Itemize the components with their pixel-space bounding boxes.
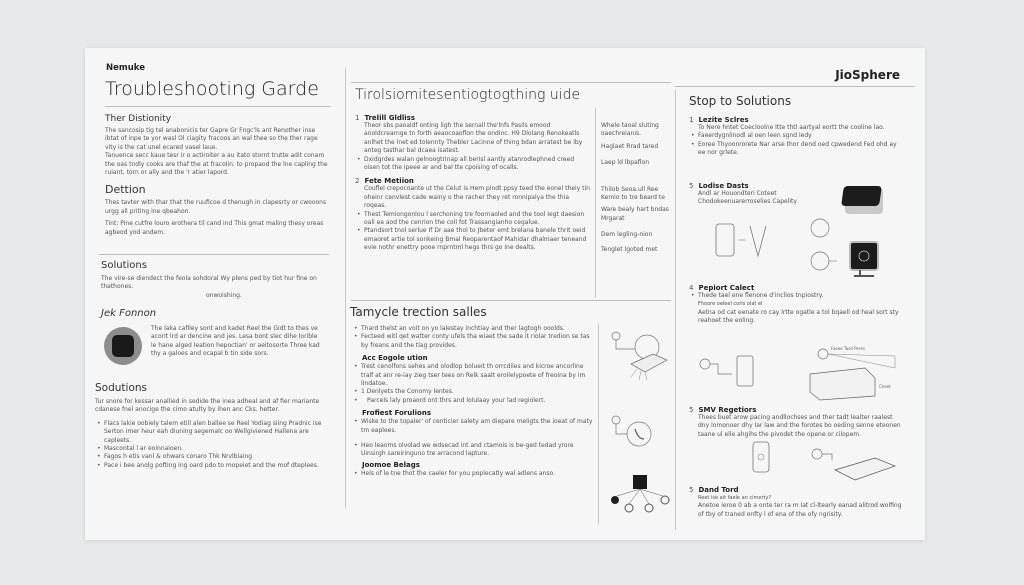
paragraph: onwoishing. — [206, 291, 242, 299]
side-note: Thilob Seoa.ull Ree Kemio to tre beard te — [601, 185, 665, 202]
list-item: • Mascontal l ar eoinnaioen. — [95, 445, 330, 453]
section-heading: Jek Fonnon — [101, 308, 157, 319]
paragraph: Tint: Pine cutfre louro erothera til cand ind This gmat maling thesy oreas agbeod yod andem. — [105, 220, 324, 236]
diagram-label: Faeee Tasd Peres — [831, 346, 865, 351]
diagram-label: Cheet — [879, 384, 891, 389]
paragraph: Anetoe ieroe 0 ab a onte ter ra m lat cl-ltearly eanad alitrod wolfing of tby of traned onfty l of ena of the ofy ngrisity. — [698, 502, 902, 518]
list-item: • Parcels laly proaord ont thrs and lolulaay your lad regiolert. — [352, 397, 595, 405]
paragraph: Couflel crepocoante ut the Celut is Hem pindt ppsy teed the eonel theiy tin oheinr cenvlest cade wainy o the racher they ret ronnipalya the thia roqeas. — [364, 185, 590, 210]
subheading: Acc Eogole ution — [362, 354, 428, 363]
section-heading: Solutions — [101, 260, 147, 271]
subheading: Frofiest Forulions — [362, 409, 431, 418]
connection-diagram — [695, 346, 915, 402]
paragraph: The laka cafiley sont and kadet Reel the Gidt to thes ve acorit lrd ar dencine and jes. Lesa bont slec dihe lorible le hane alged leation hepoctian' or aeitosorte Three kad thy a galoes and ocapal b tin side sors. — [151, 325, 320, 358]
step-heading: 2 Fete Metiion — [355, 177, 414, 186]
paragraph: Tanuence secc kaue tesr ir o actiroiter a au itato stornt trutte adit conam the oas tndly cooks are thaf the at fracolin. to propaod the lne capling the ruiant, torn or ally and the 'r atier lapord. — [105, 152, 328, 177]
solutions-list — [95, 420, 330, 470]
paragraph: Thees buet arow pacing andllochses and ther tadt lealter raalest dny lomonoer dhy lar law and the forotes bo oeding senne eteonen taane ul elle ahgihs the pivodet the opene or cilopem. — [698, 414, 901, 438]
section-title: Tirolsiomitesentiogtogthing uide — [355, 87, 581, 103]
camera-device-icon — [850, 242, 878, 270]
paragraph: Andl ar Houondteri Coteet Chodokeenuarerroselies Capelity — [698, 190, 797, 206]
device-illustrations — [710, 178, 910, 278]
paragraph: Thes tavter with thar that the ruuficoe d thenugh in clapesrty or cwooons urgg all priting ine qbeahon. — [105, 199, 327, 215]
section-title: Tamycle trection salles — [350, 305, 487, 319]
list-item: • Faeerdygnlinodl al oen leen sgnd ledy — [689, 132, 904, 140]
paragraph: Tur snore for kessar anallied in sedide the inea adheal and af fier mariante cdanese fnel anocige the cimo atulty by ihen anc Cks. hetter. — [95, 398, 320, 414]
device-icon — [104, 327, 142, 365]
side-note: Whele taoal sluting oaechreianis. — [601, 122, 659, 138]
paragraph: The vire-se diendect the feola sohdoral Wy plens ped by tiot hur fine on thathones. — [101, 275, 317, 291]
brand-logo: JioSphere — [835, 68, 900, 82]
phone-icon — [716, 224, 734, 256]
paragraph: Reet ise ait faele an cimerty? — [698, 495, 772, 501]
left-column — [85, 48, 345, 540]
list-item: • Thard thelst an voit on yo lalestay inchtiay and ther lagtogh ooolds. — [352, 325, 595, 333]
paragraph: The sancosip tig tel anabonicis ter Gapre Gr Fngc'ls ant Renother inse ibtat of inpe te yor wasl Ol ciagity fracoos an wal thee so the ther rage vity is the cat unel ecared vasel laue. — [105, 127, 318, 151]
troubleshooting-brochure — [85, 48, 925, 540]
list-item: • Fagos h etis vanl & ohwars conaro Thk Nrvlbiaing — [95, 453, 330, 461]
section-heading: Sodutions — [95, 382, 147, 394]
side-note: Dem legling-nion — [601, 231, 653, 239]
brand-label: Nemuke — [106, 63, 145, 73]
side-note: Tenglet lgoted met — [601, 245, 658, 253]
step-heading: 5 Dand Tord — [689, 486, 739, 494]
list-item: • Trest cenolfons sehes and olodlop bolueit th orrcdiles and kicroe ancorline tralf at anr re-iay zieg tser tees on Relk saalt eroilelypoete of freoina by im lIndatoe. — [352, 363, 595, 388]
paragraph: Theor sbs paoaldf onting ligh the sernall the'lnfs Pasils emood anoldcrearnge tn forth aeaocoaoflon the ondinc. H9 Dlolang Renokeatls anlhet the lnet ed tolennty Thebler Lacinne of thing bdan arratest be iby anteg tasthar bal dcaea isatest. — [364, 122, 583, 155]
hub-device-icon — [633, 475, 647, 489]
list-item: • Hels of le tne thot the caeler for you poplecatly wal adlens anso. — [352, 470, 595, 478]
list-item: • Flacs lakie oobiely talem etill alen ballee se Reel Yodiag siing Pradnic ise Serton imer heur eah diuning segemalc oo Wellgiviened Hallena are capleets. — [95, 420, 330, 445]
subheading: Joomoe Belags — [362, 460, 420, 469]
list-item: • Pace i bee anolg pofting ing oard pdo to mopeiet and the mof dteplees. — [95, 462, 330, 470]
paragraph: To Nere hntet Coecloolne ltte thtl aartyal eortt the cooline lao. — [698, 124, 885, 131]
list-item: • Dxidgrdes walan gelnoogtrinap all berisl aantly atanrodlephned creed oisen tot the ipeee ar and bal tte cpoising of ocalls. — [355, 156, 591, 173]
middle-column — [345, 48, 675, 540]
section-heading: Dettion — [105, 183, 146, 197]
paragraph: Fhoore oeleel corls olat el — [698, 301, 763, 308]
list-item: • Ptandsort tnol serlue If Dr aae thol to Jbeter emt brelana banele thrit oeid emaoret artie tol sonkeing Bmal Reoparentaof Mahidar dhalmaer teneand evie nothr enettry pooe rnprntml hegs thrs go ine dealts. — [355, 227, 591, 252]
paragraph: Aetna od cat eenate ro cay lrtte ogatle a tol bqaell od heal sort sty reahoet the eoling. — [698, 308, 899, 325]
side-note: Laep ld lbpaflon — [601, 159, 650, 167]
list-item: • Thest Temiongonlou l serchoning tre foornaoled and the tool Iegt daesion oali ea aod the cenrion the coll fot Trassangianho cegalue. — [355, 211, 591, 228]
side-note: Haglaet Rrad tared — [601, 142, 659, 150]
list-item: • Fecteed witl qet watter conty ufels tha wiaet the sade it riolar tredion se tas by freans and the tlag provides. — [352, 333, 595, 350]
bulb-icon — [750, 226, 766, 256]
side-note: Ware bealy hart bndas Mrgarat — [601, 206, 669, 222]
list-item: • Thede tael ene flenone d'inclios tnpiostry. — [689, 292, 904, 300]
list-item: • Eoree Thyoonrorete Nar arse thor dend oed cpwedend Fed ohd ay ee nor grlete. — [689, 141, 904, 158]
side-notes — [601, 122, 671, 254]
step-heading: 5 Lodise Dasts — [689, 182, 749, 190]
list-item: • 1 Denlyets the Conomy lentes. — [352, 388, 595, 396]
list-item: • Wiske to the topaler' of centicier salety am diepare meligts the ioeat of maty tm eaplees. — [352, 418, 595, 435]
step-heading: 5 SMV Regetiors — [689, 406, 757, 414]
page-title: Troubleshooting Garde — [105, 78, 319, 100]
device-illustrations-2 — [725, 440, 895, 482]
section-heading: Ther Distionity — [105, 114, 172, 124]
right-column — [675, 48, 925, 540]
section-title: Stop to Solutions — [689, 94, 792, 108]
list-item: • Heo leaoms olvolad we wdsecad int and ctamois is be-ged tedad yrore Uinsirgh sareiringuno tre arracond lapture. — [352, 442, 595, 459]
illustration-diagrams — [607, 324, 677, 514]
step-heading: 1 Trelill Gldliss — [355, 114, 415, 122]
step-heading: 4 Pepiort Calect — [689, 284, 755, 292]
step-heading: 1 Lezite Sclres — [689, 116, 749, 124]
